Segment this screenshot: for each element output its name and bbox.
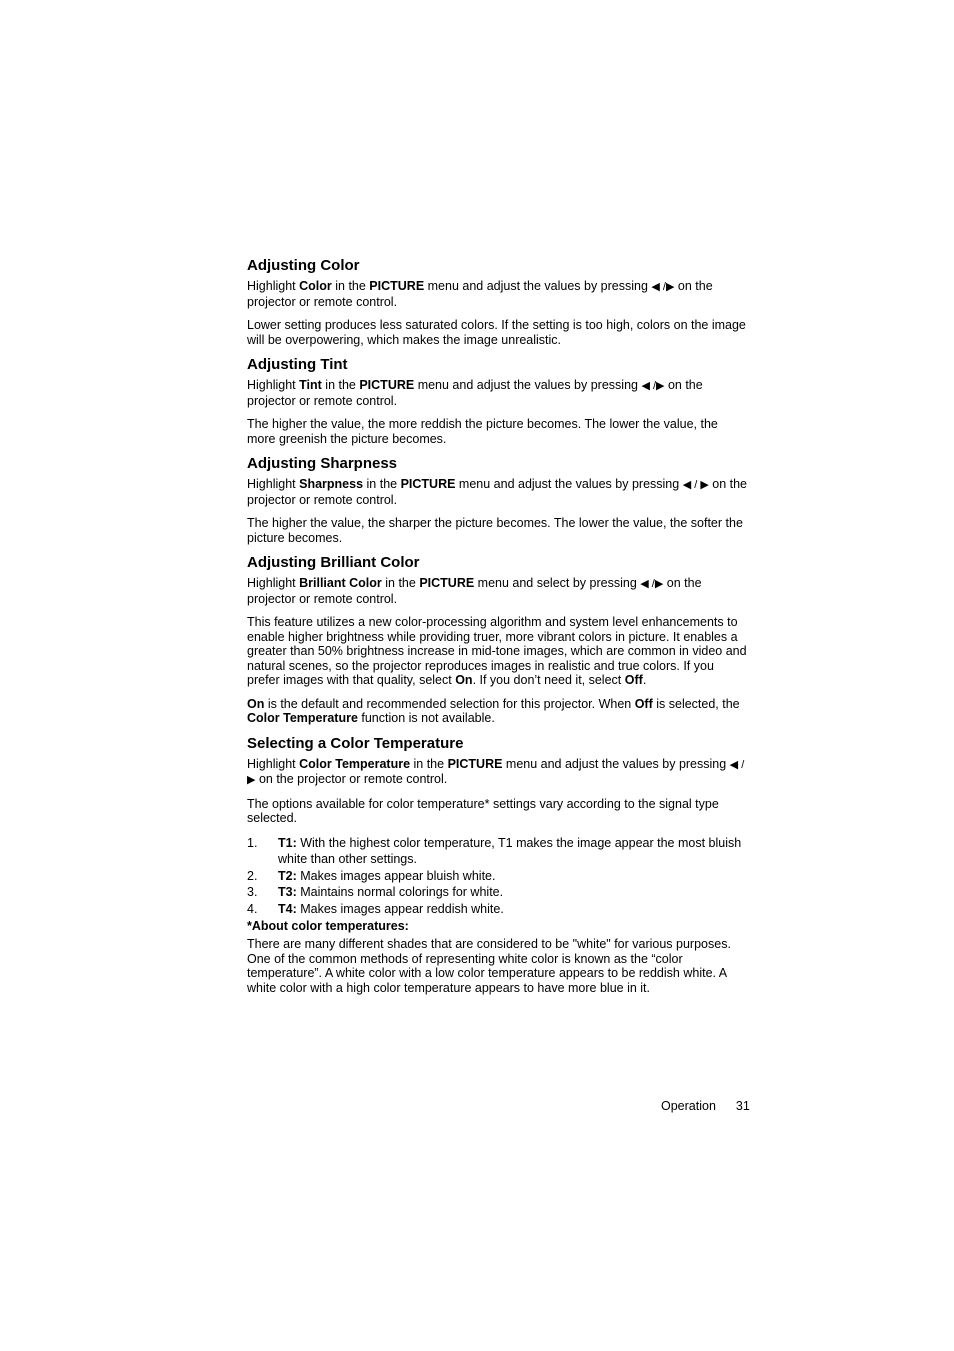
text: in the <box>363 477 401 491</box>
paragraph <box>247 477 747 507</box>
list-number: 1. <box>247 835 258 850</box>
text: . <box>642 673 647 687</box>
about-color-temperatures-title: *About color temperatures: <box>247 919 409 933</box>
text: function is not available. <box>357 711 495 725</box>
bold-text: PICTURE <box>359 378 415 392</box>
text: is the default and recommended selection for this projector. When <box>264 696 635 711</box>
text: on the projector or remote control. <box>255 772 448 786</box>
text: menu and adjust the values by pressing <box>424 279 652 293</box>
text: Highlight <box>247 378 300 392</box>
paragraph: The higher the value, the sharper the picture becomes. The lower the value, the softer the picture becomes. <box>247 516 743 545</box>
section-adjusting-color <box>247 257 747 347</box>
paragraph: Lower setting produces less saturated colors. If the setting is too high, colors on the image will be overpowering, which makes the image unrealistic. <box>247 318 746 347</box>
page-number: 31 <box>735 1099 750 1113</box>
text: Maintains normal colorings for white. <box>296 885 504 899</box>
heading-adjusting-tint: Adjusting Tint <box>247 356 348 373</box>
bold-text: PICTURE <box>400 477 456 491</box>
bold-text: Off <box>624 673 643 687</box>
bold-text: PICTURE <box>419 576 475 590</box>
page-footer <box>661 1099 750 1113</box>
text: in the <box>331 279 370 293</box>
bold-text: T1: <box>278 835 297 850</box>
list-item <box>247 901 747 918</box>
bold-text: T4: <box>278 901 297 916</box>
bold-text: T3: <box>278 885 297 899</box>
text: menu and select by pressing <box>474 576 641 590</box>
paragraph <box>247 757 747 788</box>
text: . If you don’t need it, select <box>472 673 625 687</box>
bold-text: PICTURE <box>369 279 425 293</box>
text: in the <box>381 576 420 590</box>
text: on the projector or remote control. <box>247 477 748 507</box>
text: in the <box>321 378 360 392</box>
section-selecting-color-temperature <box>247 735 747 996</box>
bold-text: Sharpness <box>299 477 364 491</box>
bold-text: Color Temperature <box>299 756 411 771</box>
heading-selecting-color-temperature: Selecting a Color Temperature <box>247 734 464 752</box>
bold-text: Color Temperature <box>247 711 358 725</box>
text: on the projector or remote control. <box>247 378 703 408</box>
paragraph <box>247 615 747 688</box>
text: Highlight <box>247 756 300 771</box>
list-item <box>247 884 747 901</box>
text: on the projector or remote control. <box>247 576 702 606</box>
bold-text: Brilliant Color <box>299 576 382 590</box>
paragraph: The options available for color temperature* settings vary according to the signal type selected. <box>247 796 719 825</box>
footer-section-name: Operation <box>661 1099 716 1113</box>
text: Highlight <box>247 279 300 293</box>
heading-adjusting-sharpness: Adjusting Sharpness <box>247 455 398 472</box>
list-number: 4. <box>247 901 258 916</box>
section-adjusting-brilliant-color <box>247 554 747 726</box>
page-content <box>247 257 747 1004</box>
bold-text: On <box>247 696 265 711</box>
text: Highlight <box>247 477 300 491</box>
text: menu and adjust the values by pressing <box>455 477 683 491</box>
left-right-arrow-icon: ◀ /▶ <box>247 758 745 786</box>
paragraph <box>247 576 747 606</box>
text: Makes images appear reddish white. <box>296 901 504 916</box>
color-temperature-list <box>247 835 747 918</box>
left-right-arrow-icon: ◀ /▶ <box>651 281 675 293</box>
text: in the <box>410 756 448 771</box>
left-right-arrow-icon: ◀ /▶ <box>641 380 665 392</box>
bold-text: PICTURE <box>447 756 503 771</box>
left-right-arrow-icon: ◀ / ▶ <box>682 479 709 491</box>
paragraph: There are many different shades that are considered to be "white" for various purposes. One of the common methods of representing white color is known as the “color temperature”. A white color with a low color temperature appears to be reddish white. A white color with a high color temperature appears to have more blue in it. <box>247 937 731 995</box>
text: menu and adjust the values by pressing <box>502 756 730 771</box>
paragraph: The higher the value, the more reddish the picture becomes. The lower the value, the more greenish the picture becomes. <box>247 417 718 446</box>
bold-text: Tint <box>299 378 322 392</box>
bold-text: Off <box>634 696 653 711</box>
bold-text: On <box>455 673 473 687</box>
paragraph <box>247 378 747 408</box>
text: is selected, the <box>652 696 740 711</box>
text: menu and adjust the values by pressing <box>414 378 642 392</box>
text: With the highest color temperature, T1 makes the image appear the most bluish white than other settings. <box>278 835 742 866</box>
bold-text: T2: <box>278 868 297 883</box>
text: Makes images appear bluish white. <box>296 868 496 883</box>
heading-adjusting-color: Adjusting Color <box>247 257 360 274</box>
text: Highlight <box>247 576 300 590</box>
list-number: 3. <box>247 885 258 899</box>
paragraph <box>247 279 747 309</box>
left-right-arrow-icon: ◀ /▶ <box>640 578 664 590</box>
heading-adjusting-brilliant-color: Adjusting Brilliant Color <box>247 554 420 571</box>
list-number: 2. <box>247 868 258 883</box>
section-adjusting-sharpness <box>247 455 747 545</box>
list-item <box>247 868 747 885</box>
section-adjusting-tint <box>247 356 747 446</box>
list-item <box>247 835 747 868</box>
text: This feature utilizes a new color-processing algorithm and system level enhancements to enable higher brightness while providing truer, more vibrant colors in picture. It enables a greater than 50% brightness increase in mid-tone images, which are common in video and natural scenes, so the projector reproduces images in realistic and true colors. If you prefer images with that quality, select <box>247 615 747 687</box>
paragraph <box>247 697 747 726</box>
text: on the projector or remote control. <box>247 279 713 309</box>
bold-text: Color <box>299 279 332 293</box>
